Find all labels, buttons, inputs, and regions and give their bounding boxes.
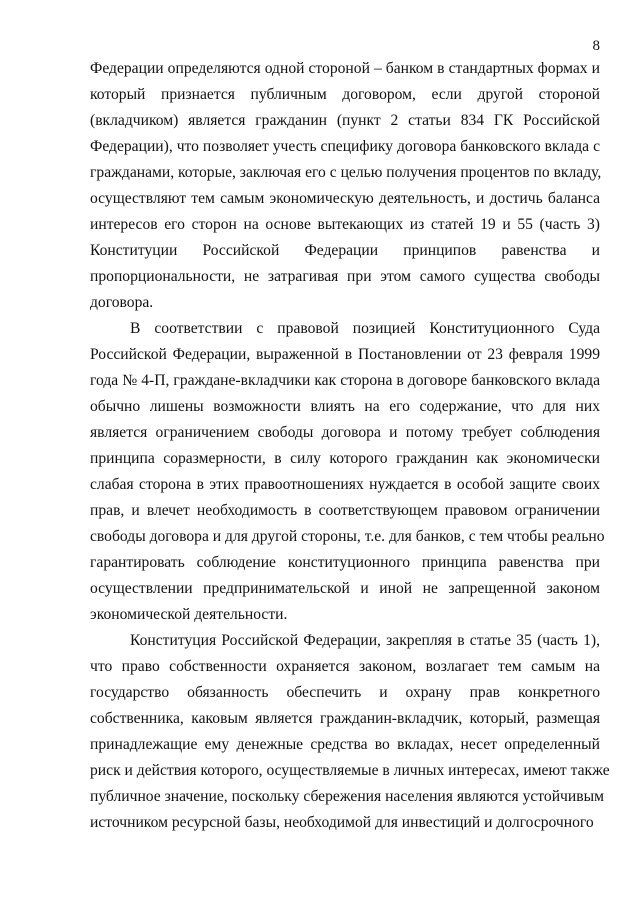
text-line: гражданами, которые, заключая его с целью получения процентов по вкладу,	[90, 164, 602, 181]
text-line: обычно лишены возможности влиять на его содержание, что для них	[90, 398, 600, 415]
text-line: публичное значение, поскольку сбережения населения являются устойчивым	[90, 788, 604, 805]
text-line: прав, и влечет необходимость в соответствующем правовом ограничении	[90, 502, 600, 519]
text-line: пропорциональности, не затрагивая при этом самого существа свободы	[90, 268, 600, 285]
paragraph	[90, 316, 605, 628]
text-line: Федерации), что позволяет учесть специфику договора банковского вклада с	[90, 138, 600, 155]
text-line: принадлежащие ему денежные средства во вкладах, несет определенный	[90, 736, 600, 753]
text-line: Российской Федерации, выраженной в Постановлении от 23 февраля 1999	[90, 346, 600, 363]
text-line: осуществлении предпринимательской и иной не запрещенной законом	[90, 580, 600, 597]
text-line: осуществляют тем самым экономическую деятельность, и достичь баланса	[90, 190, 600, 207]
text-line: является ограничением свободы договора и потому требует соблюдения	[90, 424, 600, 441]
text-line: (вкладчиком) является гражданин (пункт 2 статьи 834 ГК Российской	[90, 112, 600, 129]
text-line: государство обязанность обеспечить и охрану прав конкретного	[90, 684, 600, 701]
text-line: Федерации определяются одной стороной – банком в стандартных формах и	[90, 60, 600, 77]
text-line: что право собственности охраняется законом, возлагает тем самым на	[90, 658, 600, 675]
text-line: свободы договора и для другой стороны, т.е. для банков, с тем чтобы реально	[90, 528, 605, 545]
text-line: который признается публичным договором, если другой стороной	[90, 86, 600, 103]
paragraph	[90, 628, 610, 836]
text-line: договора.	[90, 294, 154, 311]
text-line: риск и действия которого, осуществляемые в личных интересах, имеют также	[90, 762, 610, 779]
document-body	[90, 56, 610, 836]
text-line: В соответствии с правовой позицией Конституционного Суда	[130, 320, 600, 337]
text-line: Конституция Российской Федерации, закрепляя в статье 35 (часть 1),	[130, 632, 600, 649]
text-line: собственника, каковым является гражданин-вкладчик, который, размещая	[90, 710, 600, 727]
text-line: принципа соразмерности, в силу которого гражданин как экономически	[90, 450, 600, 467]
page-number: 8	[592, 38, 600, 54]
text-line: гарантировать соблюдение конституционного принципа равенства при	[90, 554, 600, 571]
text-line: года № 4-П, граждане-вкладчики как сторона в договоре банковского вклада	[90, 372, 600, 389]
text-line: Конституции Российской Федерации принципов равенства и	[90, 242, 600, 259]
text-line: экономической деятельности.	[90, 606, 288, 623]
text-line: интересов его сторон на основе вытекающих из статей 19 и 55 (часть 3)	[90, 216, 600, 233]
paragraph	[90, 56, 600, 316]
text-line: источником ресурсной базы, необходимой для инвестиций и долгосрочного	[90, 814, 594, 831]
text-line: слабая сторона в этих правоотношениях нуждается в особой защите своих	[90, 476, 600, 493]
